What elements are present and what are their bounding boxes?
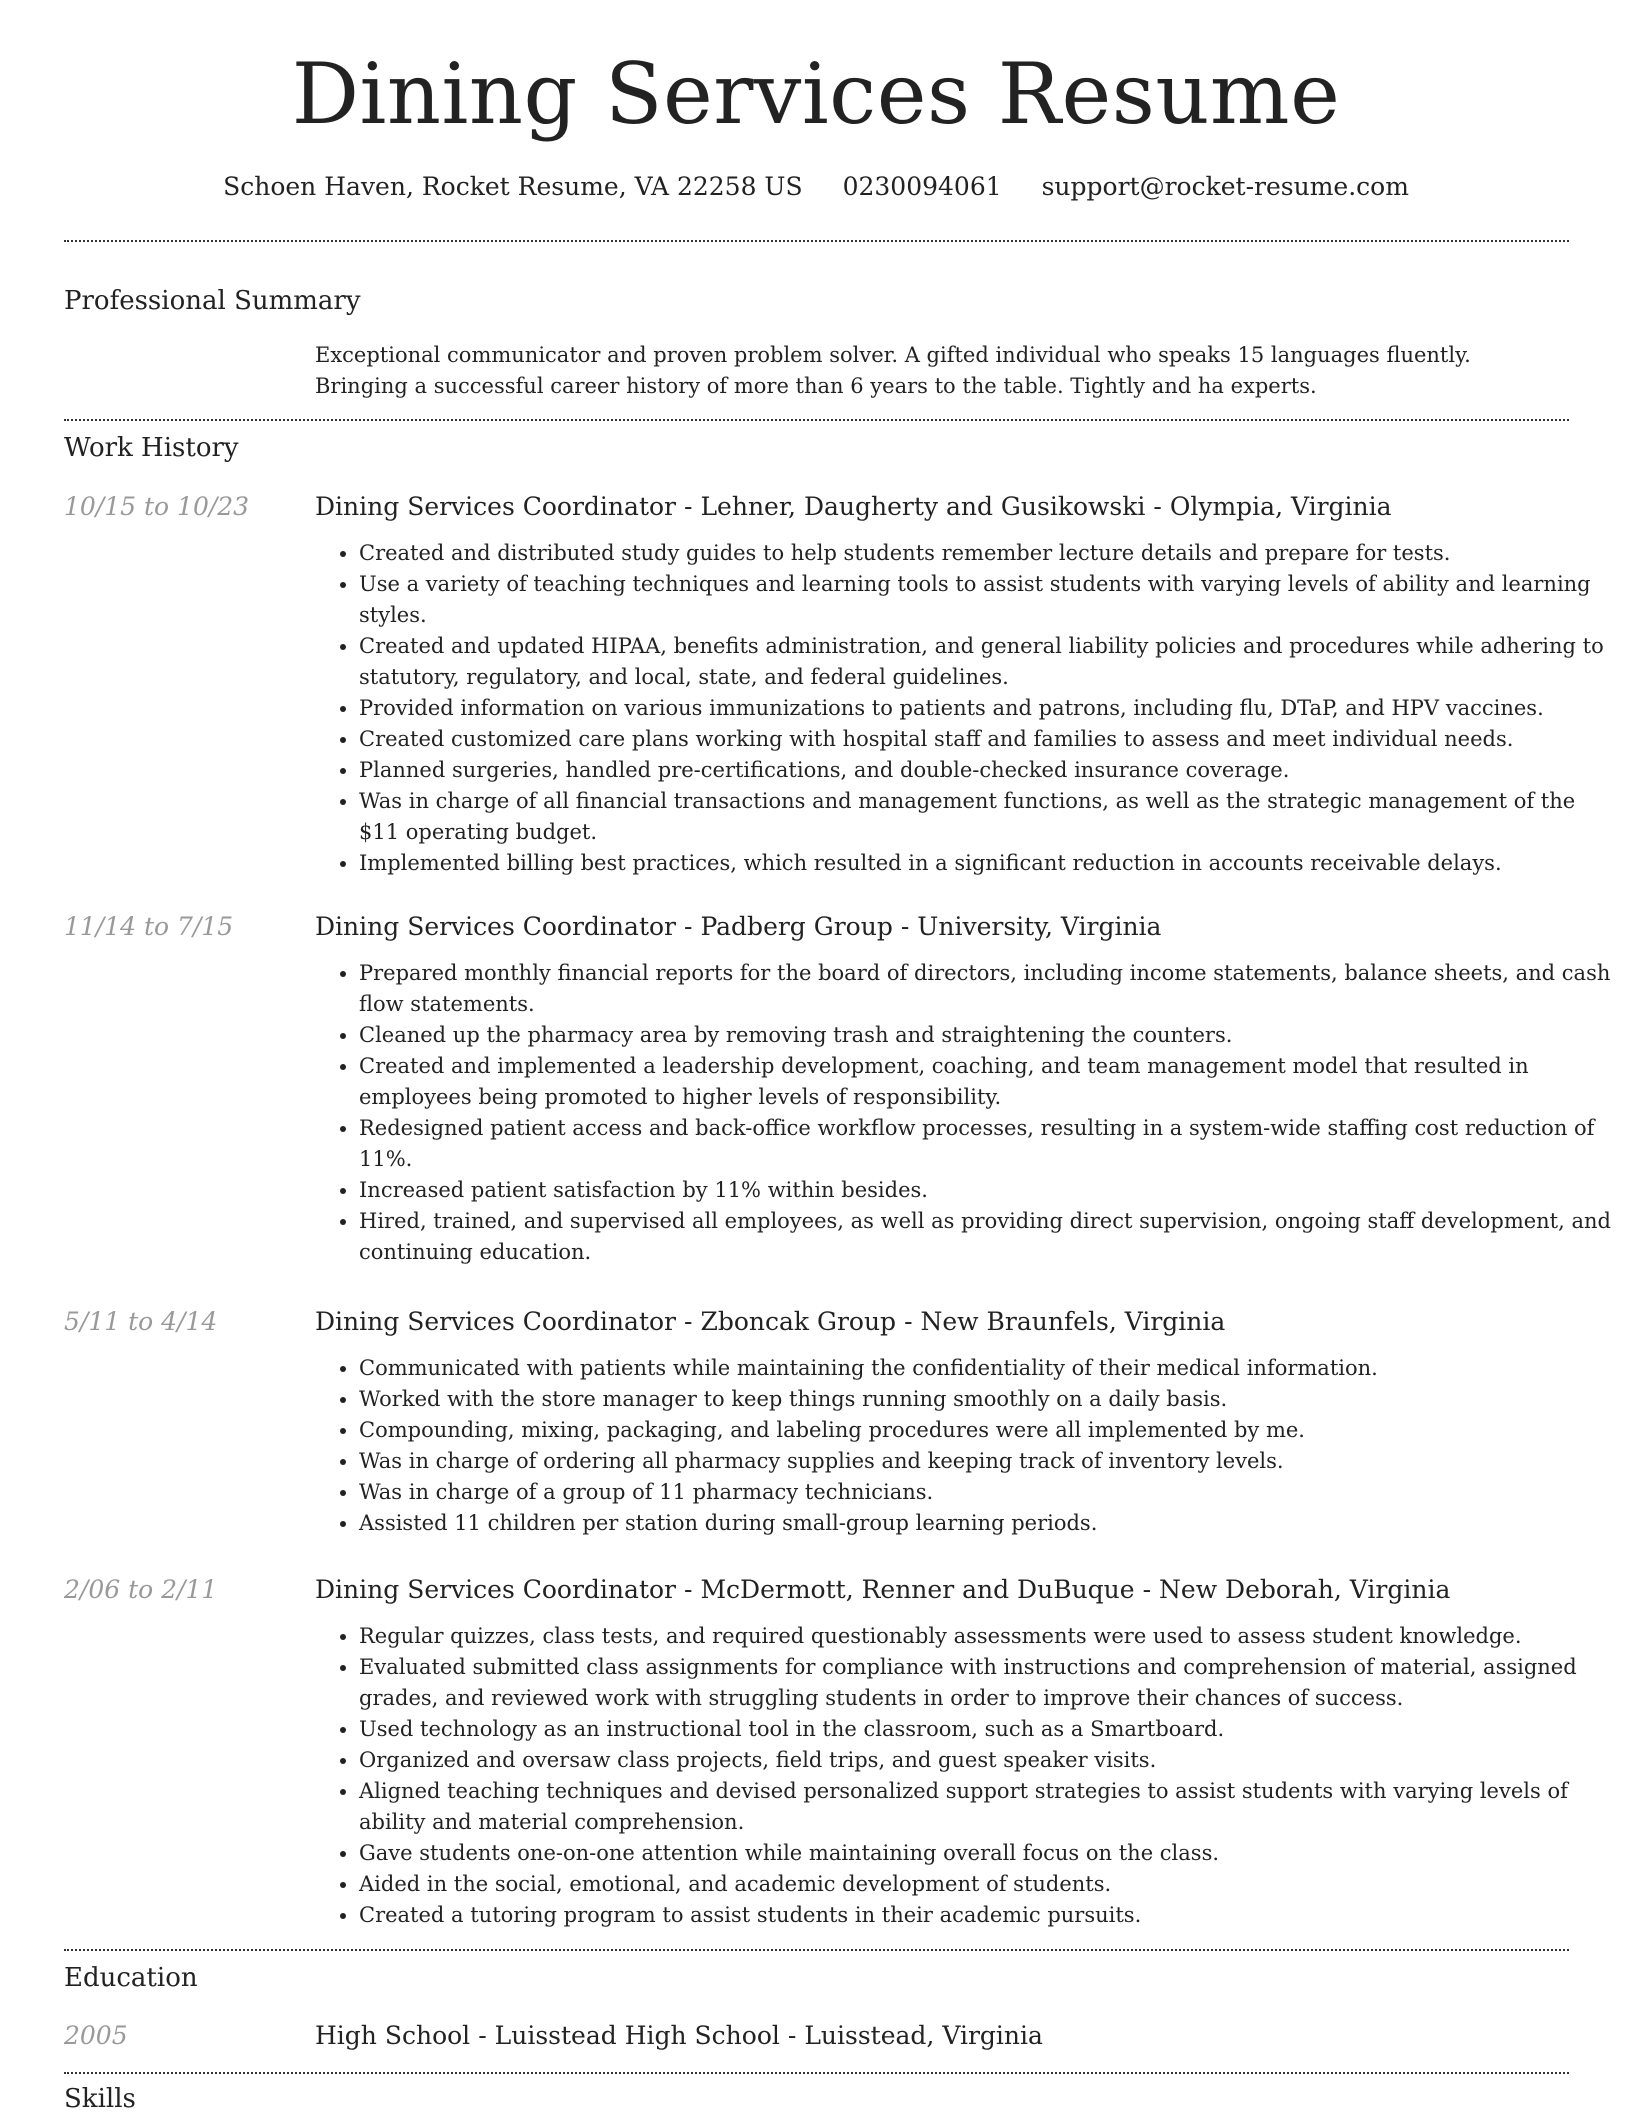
divider — [64, 419, 1569, 421]
job-role: Dining Services Coordinator — [315, 1307, 676, 1336]
education-location: Luisstead, Virginia — [804, 2021, 1043, 2050]
job-bullet: • Compounding, mixing, packaging, and labeling procedures were all implemented by me. — [359, 1415, 1613, 1446]
job-bullet: • Regular quizzes, class tests, and required questionably assessments were used to assess student knowledge. — [359, 1621, 1613, 1652]
job-bullet: • Aligned teaching techniques and devised personalized support strategies to assist students with varying levels of ability and material comprehension. — [359, 1776, 1613, 1838]
job-company: McDermott, Renner and DuBuque — [700, 1575, 1135, 1604]
job-dates: 2/06 to 2/11 — [64, 1575, 218, 1604]
job-bullet: • Gave students one-on-one attention while maintaining overall focus on the class. — [359, 1838, 1613, 1869]
resume-header — [0, 0, 1632, 199]
job-bullet: • Created a tutoring program to assist students in their academic pursuits. — [359, 1900, 1613, 1931]
job-bullet: • Organized and oversaw class projects, field trips, and guest speaker visits. — [359, 1745, 1613, 1776]
job-bullet: • Prepared monthly financial reports for the board of directors, including income statements, balance sheets, and cash flow statements. — [359, 958, 1613, 1020]
job-role: Dining Services Coordinator — [315, 492, 676, 521]
contact-address: Schoen Haven, Rocket Resume, VA 22258 US — [223, 172, 803, 201]
job-bullet: • Aided in the social, emotional, and academic development of students. — [359, 1869, 1613, 1900]
job-title: Dining Services Coordinator - McDermott, Renner and DuBuque - New Deborah, Virginia — [315, 1575, 1451, 1604]
job-location: New Deborah, Virginia — [1159, 1575, 1451, 1604]
job-bullet: • Created and implemented a leadership development, coaching, and team management model that resulted in employees being promoted to higher levels of responsibility. — [359, 1051, 1613, 1113]
job-location: Olympia, Virginia — [1169, 492, 1392, 521]
divider — [64, 240, 1569, 242]
job-bullet: • Evaluated submitted class assignments for compliance with instructions and comprehension of material, assigned grades, and reviewed work with struggling students in order to improve their chances of success. — [359, 1652, 1613, 1714]
contact-email: support@rocket-resume.com — [1041, 172, 1409, 201]
job-bullets — [315, 1621, 1613, 1931]
job-bullet: • Redesigned patient access and back-office workflow processes, resulting in a system-wide staffing cost reduction of 11%. — [359, 1113, 1613, 1175]
job-location: New Braunfels, Virginia — [920, 1307, 1226, 1336]
job-bullet: • Was in charge of a group of 11 pharmacy technicians. — [359, 1477, 1613, 1508]
job-bullets — [315, 538, 1613, 879]
job-location: University, Virginia — [917, 912, 1162, 941]
job-title: Dining Services Coordinator - Padberg Group - University, Virginia — [315, 912, 1162, 941]
job-bullet: • Cleaned up the pharmacy area by removing trash and straightening the counters. — [359, 1020, 1613, 1051]
job-title: Dining Services Coordinator - Zboncak Group - New Braunfels, Virginia — [315, 1307, 1226, 1336]
divider — [64, 1949, 1569, 1951]
job-bullet: • Provided information on various immunizations to patients and patrons, including flu, DTaP, and HPV vaccines. — [359, 693, 1613, 724]
education-title: High School - Luisstead High School - Luisstead, Virginia — [315, 2021, 1043, 2050]
job-bullet: • Was in charge of ordering all pharmacy supplies and keeping track of inventory levels. — [359, 1446, 1613, 1477]
job-bullet: • Hired, trained, and supervised all employees, as well as providing direct supervision, ongoing staff development, and continuing education. — [359, 1206, 1613, 1268]
job-bullet: • Communicated with patients while maintaining the confidentiality of their medical information. — [359, 1353, 1613, 1384]
job-bullet: • Implemented billing best practices, which resulted in a significant reduction in accounts receivable delays. — [359, 848, 1613, 879]
education-school: Luisstead High School — [494, 2021, 780, 2050]
job-dates: 11/14 to 7/15 — [64, 912, 234, 941]
education-degree: High School — [315, 2021, 471, 2050]
contact-line — [0, 174, 1632, 199]
job-bullet: • Use a variety of teaching techniques and learning tools to assist students with varying levels of ability and learning styles. — [359, 569, 1613, 631]
job-bullet: • Created and distributed study guides to help students remember lecture details and prepare for tests. — [359, 538, 1613, 569]
job-role: Dining Services Coordinator — [315, 1575, 676, 1604]
section-title-work-history: Work History — [64, 433, 239, 463]
job-bullet: • Was in charge of all financial transactions and management functions, as well as the strategic management of the $11 operating budget. — [359, 786, 1613, 848]
job-bullet: • Increased patient satisfaction by 11% within besides. — [359, 1175, 1613, 1206]
job-bullet: • Created customized care plans working with hospital staff and families to assess and meet individual needs. — [359, 724, 1613, 755]
resume-title: Dining Services Resume — [291, 45, 1341, 143]
job-dates: 10/15 to 10/23 — [64, 492, 250, 521]
section-title-summary: Professional Summary — [64, 286, 361, 316]
job-bullet: • Planned surgeries, handled pre-certifications, and double-checked insurance coverage. — [359, 755, 1613, 786]
section-title-skills: Skills — [64, 2084, 136, 2114]
job-role: Dining Services Coordinator — [315, 912, 676, 941]
job-bullets — [315, 1353, 1613, 1539]
divider — [64, 2072, 1569, 2074]
job-bullets — [315, 958, 1613, 1268]
job-title: Dining Services Coordinator - Lehner, Daugherty and Gusikowski - Olympia, Virginia — [315, 492, 1392, 521]
job-bullet: • Used technology as an instructional tool in the classroom, such as a Smartboard. — [359, 1714, 1613, 1745]
job-company: Lehner, Daugherty and Gusikowski — [700, 492, 1146, 521]
job-bullet: • Worked with the store manager to keep things running smoothly on a daily basis. — [359, 1384, 1613, 1415]
job-dates: 5/11 to 4/14 — [64, 1307, 218, 1336]
section-title-education: Education — [64, 1963, 198, 1993]
job-company: Padberg Group — [700, 912, 893, 941]
contact-phone: 0230094061 — [842, 172, 1002, 201]
summary-text: Exceptional communicator and proven problem solver. A gifted individual who speaks 15 languages fluently. Bringing a successful career history of more than 6 years to the table. Tightly and ha experts. — [315, 343, 1471, 398]
job-bullet: • Created and updated HIPAA, benefits administration, and general liability policies and procedures while adhering to statutory, regulatory, and local, state, and federal guidelines. — [359, 631, 1613, 693]
education-year: 2005 — [64, 2021, 128, 2050]
job-bullet: • Assisted 11 children per station during small-group learning periods. — [359, 1508, 1613, 1539]
job-company: Zboncak Group — [700, 1307, 897, 1336]
